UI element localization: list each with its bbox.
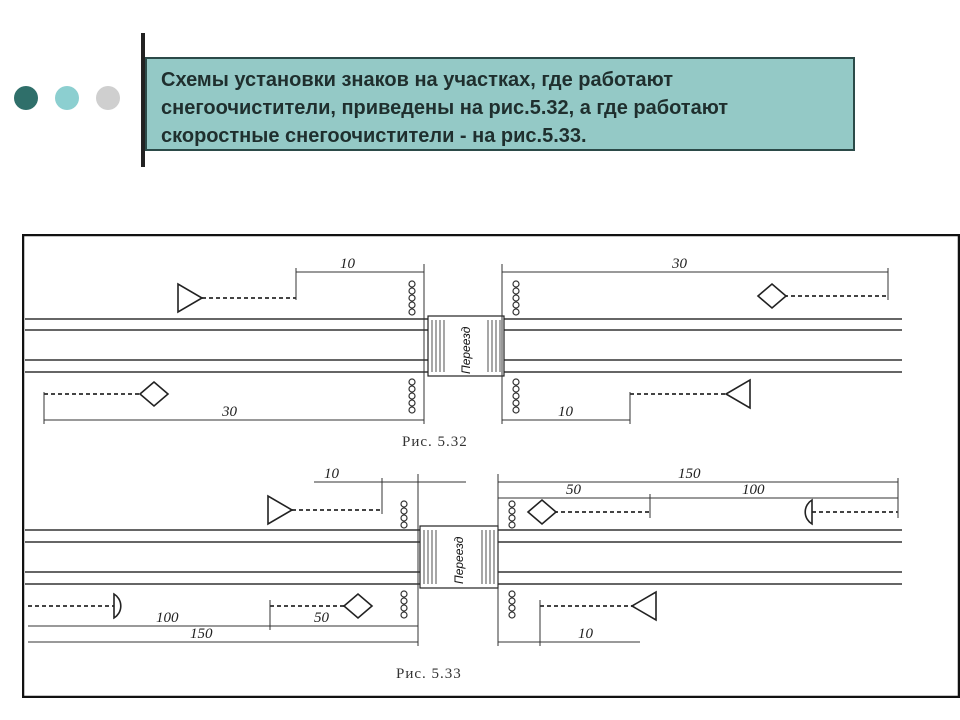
- dim-label: 50: [314, 610, 329, 626]
- slide-bullets: [14, 86, 120, 110]
- dim-label: 10: [324, 466, 339, 482]
- dim-label: 30: [222, 404, 237, 420]
- dim-label: 100: [156, 610, 179, 626]
- title-line-1: Схемы установки знаков на участках, где работают: [161, 69, 673, 91]
- sign-scheme-figure: [22, 234, 960, 698]
- crossing-label: Переезд: [459, 326, 473, 374]
- dim-label: 10: [558, 404, 573, 420]
- bullet-grey: [96, 86, 120, 110]
- sign-scheme-svg: [22, 234, 960, 698]
- title-line-3: скоростные снегоочистители - на рис.5.33.: [161, 125, 587, 147]
- figure-border: [23, 235, 959, 697]
- bullet-light: [55, 86, 79, 110]
- bullet-dark: [14, 86, 38, 110]
- slide-title: [145, 57, 855, 151]
- figure-caption: Рис. 5.32: [402, 434, 468, 450]
- figure-caption: Рис. 5.33: [396, 666, 462, 682]
- dim-label: 100: [742, 482, 765, 498]
- dim-label: 10: [578, 626, 593, 642]
- crossing-label: Переезд: [452, 536, 466, 584]
- title-line-2: снегоочистители, приведены на рис.5.32, а где работают: [161, 97, 729, 119]
- dim-label: 150: [190, 626, 213, 642]
- dim-label: 30: [672, 256, 687, 272]
- dim-label: 150: [678, 466, 701, 482]
- dim-label: 50: [566, 482, 581, 498]
- dim-label: 10: [340, 256, 355, 272]
